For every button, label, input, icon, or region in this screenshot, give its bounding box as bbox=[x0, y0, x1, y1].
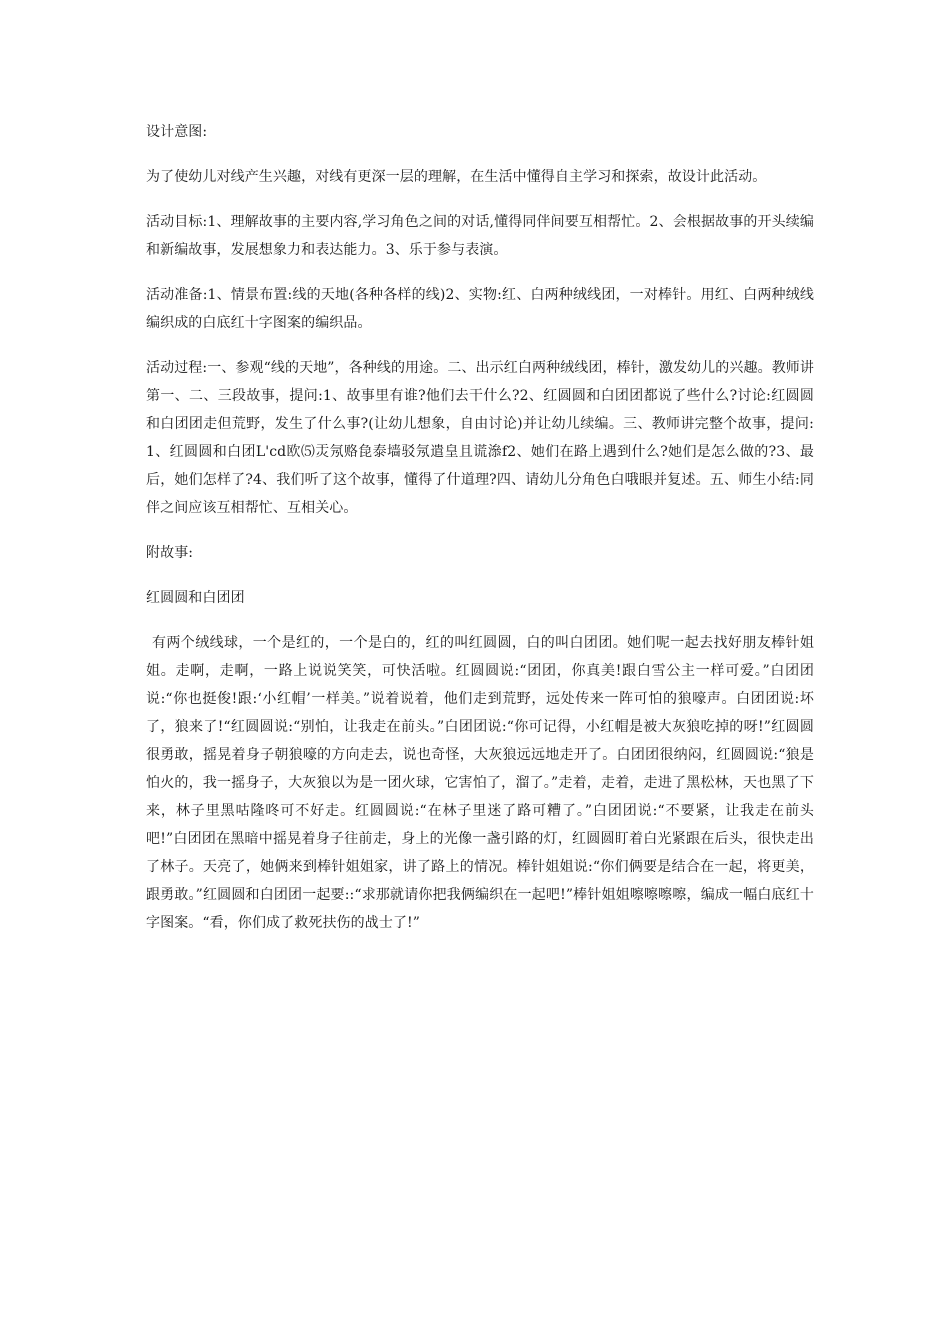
activity-process: 活动过程:一、参观“线的天地”，各种线的用途。二、出示红白两种绒线团，棒针，激发幼儿的兴趣。教师讲第一、二、三段故事，提问:1、故事里有谁?他们去干什么?2、红圆圆和白团团都说了些什么?讨论:红圆圆和白团团走但荒野，发生了什么事?(让幼儿想象，自由讨论)并让幼儿续编。三、教师讲完整个故事，提问:1、红圆圆和白团L'cd欧⑸㶣氖赂㲋泰墙驳氖遣皇且谎㵕f2、她们在路上遇到什么?她们是怎么做的?3、最后，她们怎样了?4、我们听了这个故事，懂得了什道理?四、请幼儿分角色白哦眼并复述。五、师生小结:同伴之间应该互相帮忙、互相关心。 bbox=[146, 360, 814, 516]
document-page bbox=[146, 118, 814, 937]
appendix-heading: 附故事: bbox=[146, 545, 194, 561]
activity-goals: 活动目标:1、理解故事的主要内容,学习角色之间的对话,懂得同伴间要互相帮忙。2、会根据故事的开头续编和新编故事，发展想象力和表达能力。3、乐于参与表演。 bbox=[146, 214, 814, 258]
design-intent-text: 为了使幼儿对线产生兴趣，对线有更深一层的理解，在生活中懂得自主学习和探索，故设计此活动。 bbox=[146, 169, 767, 185]
design-intent-heading: 设计意图: bbox=[146, 124, 208, 140]
story-title: 红圆圆和白团团 bbox=[146, 590, 245, 606]
story-text: 有两个绒线球，一个是红的，一个是白的，红的叫红圆圆，白的叫白团团。她们呢一起去找好朋友棒针姐姐。走啊，走啊，一路上说说笑笑，可快活啦。红圆圆说:“团团，你真美!跟白雪公主一样可爱。”白团团说:“你也挺俊!跟:‘小红帽’一样美。”说着说着，他们走到荒野，远处传来一阵可怕的狼嚎声。白团团说:坏了，狼来了!“红圆圆说:“别怕，让我走在前头。”白团团说:“你可记得，小红帽是被大灰狼吃掉的呀!”红圆圆很勇敢，摇晃着身子朝狼嚎的方向走去，说也奇怪，大灰狼远远地走开了。白团团很纳闷，红圆圆说:“狼是怕火的，我一摇身子，大灰狼以为是一团火球，它害怕了，溜了。”走着，走着，走进了黑松林，天也黑了下来，林子里黑咕隆咚可不好走。红圆圆说:“在林子里迷了路可糟了。”白团团说:“不要紧，让我走在前头吧!”白团团在黑暗中摇晃着身子往前走，身上的光像一盏引路的灯，红圆圆盯着白光紧跟在后头，很快走出了林子。天亮了，她俩来到棒针姐姐家，讲了路上的情况。棒针姐姐说:“你们俩要是结合在一起，将更美，跟勇敢。”红圆圆和白团团一起要::“求那就请你把我俩编织在一起吧!”棒针姐姐嚓嚓嚓嚓，编成一幅白底红十字图案。“看，你们成了救死扶伤的战士了!” bbox=[146, 635, 814, 931]
activity-preparation: 活动准备:1、情景布置:线的天地(各种各样的线)2、实物:红、白两种绒线团，一对棒针。用红、白两种绒线编织成的白底红十字图案的编织品。 bbox=[146, 287, 814, 331]
